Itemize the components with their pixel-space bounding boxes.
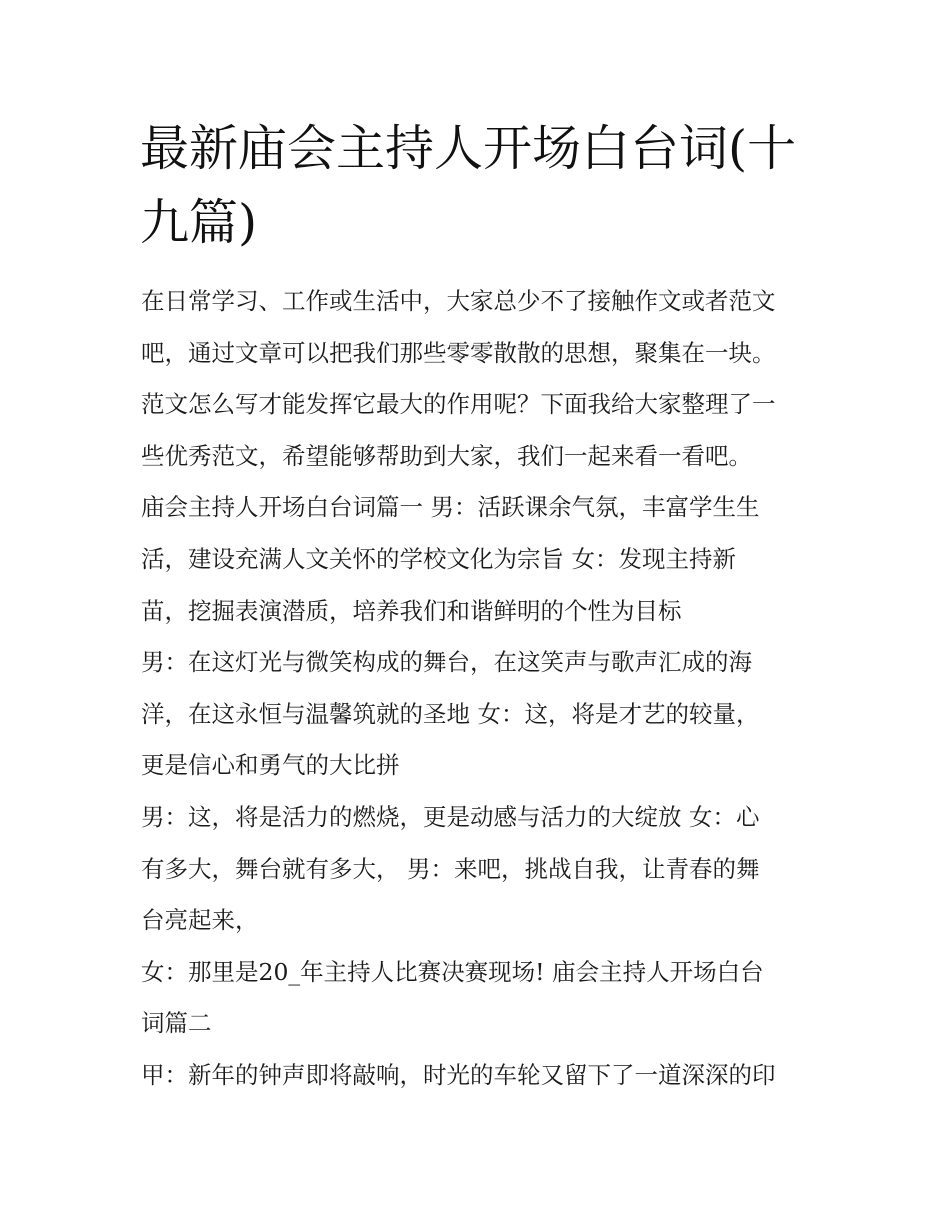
body-line: 男：在这灯光与微笑构成的舞台，在这笑声与歌声汇成的海 [141, 648, 752, 677]
body-line: 女：那里是20_年主持人比赛决赛现场! 庙会主持人开场白台 [141, 957, 764, 986]
body-line: 庙会主持人开场白台词篇一 男：活跃课余气氛，丰富学生生 [141, 493, 760, 522]
body-line: 有多大，舞台就有多大， 男：来吧，挑战自我，让青春的舞 [141, 854, 760, 883]
body-line: 更是信心和勇气的大比拼 [141, 751, 400, 780]
body-line: 范文怎么写才能发挥它最大的作用呢？下面我给大家整理了一 [141, 390, 776, 419]
document-body [141, 276, 821, 1102]
body-line: 苗，挖掘表演潜质，培养我们和谐鲜明的个性为目标 [141, 596, 682, 625]
body-line: 活，建设充满人文关怀的学校文化为宗旨 女：发现主持新 [141, 544, 736, 573]
body-line: 洋，在这永恒与温馨筑就的圣地 女：这，将是才艺的较量， [141, 699, 760, 728]
body-line: 甲：新年的钟声即将敲响，时光的车轮又留下了一道深深的印 [141, 1060, 776, 1089]
document-title [140, 112, 830, 260]
title-line-2: 九篇) [140, 194, 258, 251]
body-line: 台亮起来， [141, 906, 259, 935]
body-line: 词篇二 [141, 1009, 212, 1038]
body-line: 些优秀范文，希望能够帮助到大家，我们一起来看一看吧。 [141, 441, 752, 470]
body-line: 在日常学习、工作或生活中，大家总少不了接触作文或者范文 [141, 287, 776, 315]
body-line: 男：这，将是活力的燃烧，更是动感与活力的大绽放 女：心 [141, 802, 760, 831]
title-line-1: 最新庙会主持人开场白台词(十 [140, 120, 797, 177]
body-line: 吧，通过文章可以把我们那些零零散散的思想，聚集在一块。 [141, 338, 776, 367]
